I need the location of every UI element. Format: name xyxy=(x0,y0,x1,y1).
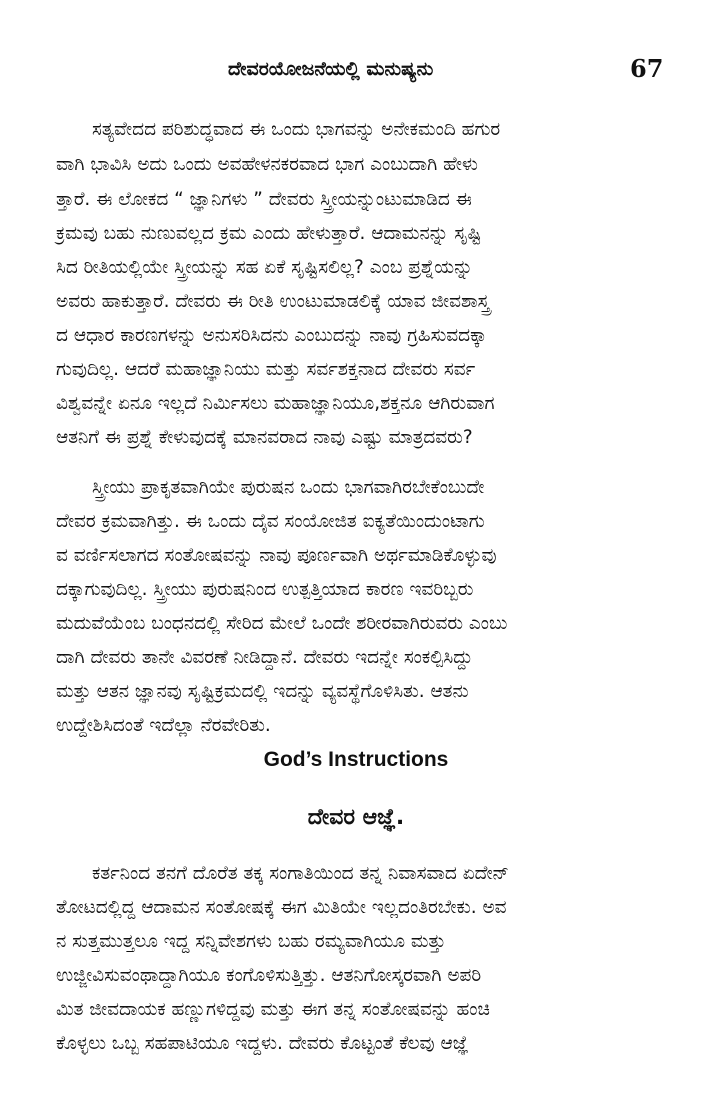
text-line: ಕ್ರಮವು ಬಹು ನುಣುವಲ್ಲದ ಕ್ರಮ ಎಂದು ಹೇಳುತ್ತಾರೆ. ಆದಾಮನನ್ನು ಸೃಷ್ಟಿ xyxy=(56,223,482,244)
text-line: ದಾಗಿ ದೇವರು ತಾನೇ ವಿವರಣೆ ನೀಡಿದ್ದಾನೆ. ದೇವರು ಇದನ್ನೇ ಸಂಕಲ್ಪಿಸಿದ್ದು xyxy=(56,647,473,668)
text-line: ಸಿದ ರೀತಿಯಲ್ಲಿಯೇ ಸ್ತ್ರೀಯನ್ನು ಸಹ ಏಕೆ ಸೃಷ್ಟಿಸಲಿಲ್ಲ? ಎಂಬ ಪ್ರಶ್ನೆಯನ್ನು xyxy=(56,257,473,278)
text-line: ಮದುವೆಯೆಂಬ ಬಂಧನದಲ್ಲಿ ಸೇರಿದ ಮೇಲೆ ಒಂದೇ ಶರೀರವಾಗಿರುವರು ಎಂಬು xyxy=(56,613,508,634)
text-line: ಮಿತ ಜೀವದಾಯಕ ಹಣ್ಣುಗಳಿದ್ದವು ಮತ್ತು ಈಗ ತನ್ನ ಸಂತೋಷವನ್ನು ಹಂಚಿ xyxy=(56,999,490,1020)
text-line: ನ ಸುತ್ತಮುತ್ತಲೂ ಇದ್ದ ಸನ್ನಿವೇಶಗಳು ಬಹು ರಮ್ಯವಾಗಿಯೂ ಮತ್ತು xyxy=(56,931,446,952)
text-line: ದಕ್ಕಾಗುವುದಿಲ್ಲ. ಸ್ತ್ರೀಯು ಪುರುಷನಿಂದ ಉತ್ಪತ್ತಿಯಾದ ಕಾರಣ ಇವರಿಬ್ಬರು xyxy=(56,579,474,600)
text-line: ವಾಗಿ ಭಾವಿಸಿ ಅದು ಒಂದು ಅವಹೇಳನಕರವಾದ ಭಾಗ ಎಂಬುದಾಗಿ ಹೇಳು xyxy=(56,154,478,175)
text-line: ದೇವರ ಕ್ರಮವಾಗಿತ್ತು. ಈ ಒಂದು ದೈವ ಸಂಯೋಜಿತ ಐಕ್ಯತೆಯಿಂದುಂಟಾಗು xyxy=(56,511,485,532)
running-head: ದೇವರಯೋಜನೆಯಲ್ಲಿ ಮನುಷ್ಯನು xyxy=(228,58,434,80)
text-line: ವ ವರ್ಣಿಸಲಾಗದ ಸಂತೋಷವನ್ನು ನಾವು ಪೂರ್ಣವಾಗಿ ಅರ್ಥಮಾಡಿಕೊಳ್ಳುವು xyxy=(56,545,497,566)
text-line: ವಿಶ್ವವನ್ನೇ ಏನೂ ಇಲ್ಲದೆ ನಿರ್ಮಿಸಲು ಮಹಾಜ್ಞಾನಿಯೂ,ಶಕ್ತನೂ ಆಗಿರುವಾಗ xyxy=(56,393,495,414)
text-line: ದ ಆಧಾರ ಕಾರಣಗಳನ್ನು ಅನುಸರಿಸಿದನು ಎಂಬುದನ್ನು ನಾವು ಗ್ರಹಿಸುವದಕ್ಕಾ xyxy=(56,325,487,346)
text-line: ಸ್ತ್ರೀಯು ಪ್ರಾಕೃತವಾಗಿಯೇ ಪುರುಷನ ಒಂದು ಭಾಗವಾಗಿರಬೇಕೆಂಬುದೇ xyxy=(92,477,485,498)
text-line: ಮತ್ತು ಆತನ ಜ್ಞಾನವು ಸೃಷ್ಟಿಕ್ರಮದಲ್ಲಿ ಇದನ್ನು ವ್ಯವಸ್ಥೆಗೊಳಿಸಿತು. ಆತನು xyxy=(56,681,469,702)
section-heading-english: God’s Instructions xyxy=(263,748,449,771)
text-line: ಉಜ್ಜೀವಿಸುವಂಥಾದ್ದಾಗಿಯೂ ಕಂಗೊಳಿಸುತ್ತಿತ್ತು. ಆತನಿಗೋಸ್ಕರವಾಗಿ ಅಪರಿ xyxy=(56,965,482,986)
text-line: ತೋಟದಲ್ಲಿದ್ದ ಆದಾಮನ ಸಂತೋಷಕ್ಕೆ ಈಗ ಮಿತಿಯೇ ಇಲ್ಲದಂತಿರಬೇಕು. ಅವ xyxy=(56,897,507,918)
page-number: 67 xyxy=(630,54,664,83)
text-line: ಗುವುದಿಲ್ಲ. ಆದರೆ ಮಹಾಜ್ಞಾನಿಯು ಮತ್ತು ಸರ್ವಶಕ್ತನಾದ ದೇವರು ಸರ್ವ xyxy=(56,359,476,380)
text-line: ಆತನಿಗೆ ಈ ಪ್ರಶ್ನೆ ಕೇಳುವುದಕ್ಕೆ ಮಾನವರಾದ ನಾವು ಎಷ್ಟು ಮಾತ್ರದವರು? xyxy=(56,427,473,448)
section-heading-kannada: ದೇವರ ಆಜ್ಞೆ. xyxy=(307,805,405,830)
text-line: ಸತ್ಯವೇದದ ಪರಿಶುದ್ಧವಾದ ಈ ಒಂದು ಭಾಗವನ್ನು ಅನೇಕಮಂದಿ ಹಗುರ xyxy=(92,119,501,140)
text-line: ಉದ್ದೇಶಿಸಿದಂತೆ ಇದೆಲ್ಲಾ ನೆರವೇರಿತು. xyxy=(56,715,271,736)
text-line: ತ್ತಾರೆ. ಈ ಲೋಕದ “ ಜ್ಞಾನಿಗಳು ” ದೇವರು ಸ್ತ್ರೀಯನ್ನುಂಟುಮಾಡಿದ ಈ xyxy=(56,189,472,210)
text-line: ಅವರು ಹಾಕುತ್ತಾರೆ. ದೇವರು ಈ ರೀತಿ ಉಂಟುಮಾಡಲಿಕ್ಕೆ ಯಾವ ಜೀವಶಾಸ್ತ್ರ xyxy=(56,291,490,312)
text-line: ಕರ್ತನಿಂದ ತನಗೆ ದೊರೆತ ತಕ್ಕ ಸಂಗಾತಿಯಿಂದ ತನ್ನ ನಿವಾಸವಾದ ಏದೇನ್ xyxy=(92,863,509,884)
text-line: ಕೊಳ್ಳಲು ಒಬ್ಬ ಸಹಪಾಟಿಯೂ ಇದ್ದಳು. ದೇವರು ಕೊಟ್ಟಂತೆ ಕೆಲವು ಆಜ್ಞೆ xyxy=(56,1033,469,1054)
